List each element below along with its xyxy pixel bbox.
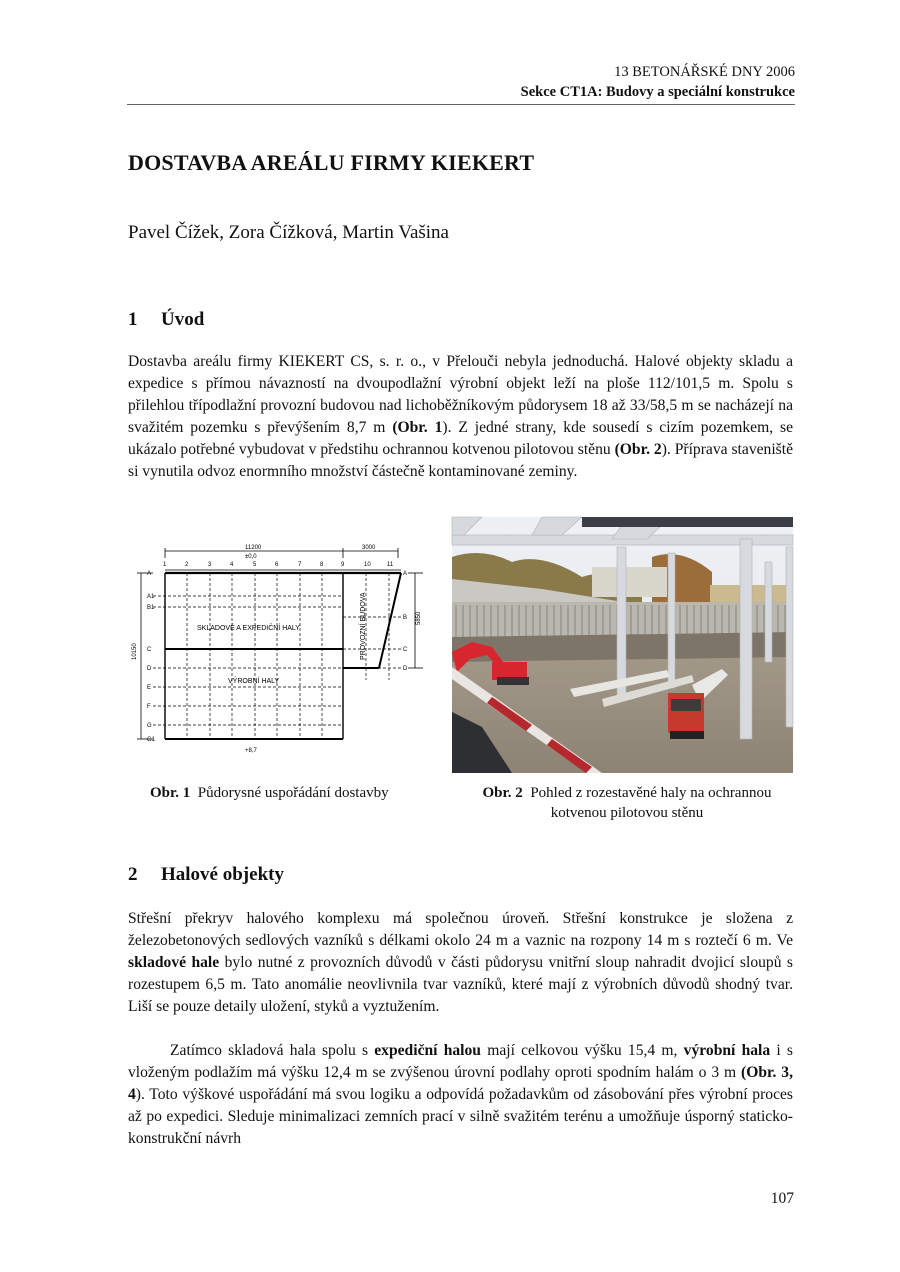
row-axis-label-right: C	[403, 647, 408, 653]
office-slanted-wall	[379, 573, 401, 668]
figure-1-caption	[150, 783, 389, 803]
text-run: ). Z jedné strany, kde sousedí s cizím pozemkem, se ukázalo potřebné vybudovat v předstihu ochrannou kotvenou pilotovou stěnu	[128, 419, 793, 458]
row-axis-label: E	[147, 685, 152, 691]
figure-ref: (Obr. 3, 4	[128, 1064, 793, 1103]
steel-column	[617, 547, 626, 697]
row-axis-label: C	[147, 647, 152, 653]
figure-1-floor-plan	[133, 540, 423, 755]
page-number: 107	[770, 1190, 794, 1207]
row-axis-label: G1	[147, 737, 156, 743]
label-office-building: PROVOZNÍ BUDOVA	[360, 592, 367, 660]
dimension-label: 11200	[245, 545, 262, 551]
floor-plan-drawing	[133, 540, 423, 755]
text-run: i s vloženým podlažím má výšku 12,4 m se zvýšenou úrovní podlahy oproti spodním halám o 3 m	[128, 1042, 793, 1081]
section-heading-1	[128, 309, 204, 331]
text-run: bylo nutné z provozních důvodů v části půdorysu vnitřní sloup nahradit dvojicí sloupů s rozestupem 6,5 m. Tato anomálie neovlivnila tvar vazníků, které mají z výrobních důvodů shodný tvar. Liší se pouze detaily uložení, styků a vyztužením.	[128, 954, 793, 1015]
row-axis-label: A1	[147, 594, 155, 600]
column-axis-label: 1	[163, 562, 167, 568]
row-axis-label-right: B	[403, 615, 408, 621]
text-run: ). Příprava staveniště si vynutila odvoz enormního množství částečně kontaminované zeminy.	[128, 441, 793, 480]
text-run: Zatímco skladová hala spolu s	[170, 1042, 375, 1059]
emphasis: skladové hale	[128, 954, 220, 971]
figure-ref: (Obr. 2	[614, 441, 662, 458]
text-run: Střešní překryv halového komplexu má společnou úroveň. Střešní konstrukce je složena z železobetonových sedlových vazníků s délkami okolo 24 m a vaznic na rozpony 14 m s roztečí 6 m. Ve	[128, 910, 793, 949]
figure-label: Obr. 2	[482, 785, 523, 801]
header-rule	[127, 104, 795, 105]
label-storage-halls: SKLADOVÉ A EXPEDIČNÍ HALY	[197, 625, 300, 632]
section-title: Halové objekty	[161, 864, 284, 885]
column-axis-label: 8	[320, 562, 324, 568]
row-axis-label: G	[147, 723, 152, 729]
column-axis-label: 10	[364, 562, 371, 568]
text-run: Dostavba areálu firmy KIEKERT CS, s. r. o., v Přelouči nebyla jednoduchá. Halové objekty skladu a expedice s přímou návazností na dvoupodlažní výrobní objekt leží na ploše 112/101,5 m. Spolu s přilehlou třípodlažní provozní budovou nad lichoběžníkovým půdorysem 18 až 33/58,5 m se nacházejí na svažitém pozemku s převýšením 8,7 m	[128, 353, 793, 436]
paragraph-halls-1	[128, 908, 793, 1018]
text-run: ). Toto výškové uspořádání má svou logiku a odpovídá požadavkům od zásobování přes výrobní proces až po expedici. Sleduje minimalizaci zemních prací v silně svažitém terénu a umožňuje úsporný staticko-konstrukční návrh	[128, 1086, 793, 1147]
row-axis-label-right: A	[403, 571, 408, 577]
steel-column	[668, 553, 675, 688]
section-number: 2	[128, 864, 138, 885]
dimension-label: 10150	[132, 643, 138, 660]
section-heading-2	[128, 864, 284, 886]
column-axis-label: 6	[275, 562, 279, 568]
running-header-conference: 13 BETONÁŘSKÉ DNY 2006	[614, 64, 795, 80]
figure-ref: (Obr. 1	[392, 419, 443, 436]
paragraph-halls-2	[128, 1040, 793, 1150]
steel-column	[740, 539, 752, 739]
column-axis-label: 3	[208, 562, 212, 568]
column-axis-label: 2	[185, 562, 189, 568]
text-run: mají celkovou výšku 15,4 m,	[480, 1042, 684, 1059]
section-title: Úvod	[161, 309, 205, 330]
paragraph-intro	[128, 351, 793, 483]
running-header-section: Sekce CT1A: Budovy a speciální konstrukce	[520, 84, 795, 100]
label-production-halls: VÝROBNÍ HALY	[228, 678, 280, 685]
column-axis-label: 9	[341, 562, 345, 568]
column-axis-label: 11	[387, 562, 394, 568]
level-label: ±0,0	[245, 554, 257, 560]
row-axis-label-right: D	[403, 666, 408, 672]
figure-2-caption	[462, 783, 792, 823]
dimension-label: 5850	[416, 611, 422, 625]
column-axis-label: 5	[253, 562, 257, 568]
construction-site-photo	[452, 517, 793, 773]
figure-label: Obr. 1	[150, 785, 191, 801]
section-number: 1	[128, 309, 138, 330]
row-axis-label: F	[147, 704, 151, 710]
column-axis-label: 7	[298, 562, 302, 568]
emphasis: expediční halou	[374, 1042, 481, 1059]
caption-text: Pohled z rozestavěné haly na ochrannou kotvenou pilotovou stěnu	[530, 785, 772, 821]
emphasis: výrobní hala	[683, 1042, 771, 1059]
authors: Pavel Čížek, Zora Čížková, Martin Vašina	[128, 222, 449, 243]
row-axis-label: D	[147, 666, 152, 672]
dimension-label: 3000	[362, 545, 376, 551]
column-axis-label: 4	[230, 562, 234, 568]
building	[592, 567, 667, 597]
level-label: +8,7	[245, 748, 257, 754]
row-axis-label: B1	[147, 605, 155, 611]
row-axis-label: A	[147, 571, 152, 577]
figure-2-photo	[452, 517, 793, 773]
paper-title: DOSTAVBA AREÁLU FIRMY KIEKERT	[128, 150, 535, 175]
caption-text: Půdorysné uspořádání dostavby	[197, 785, 389, 801]
